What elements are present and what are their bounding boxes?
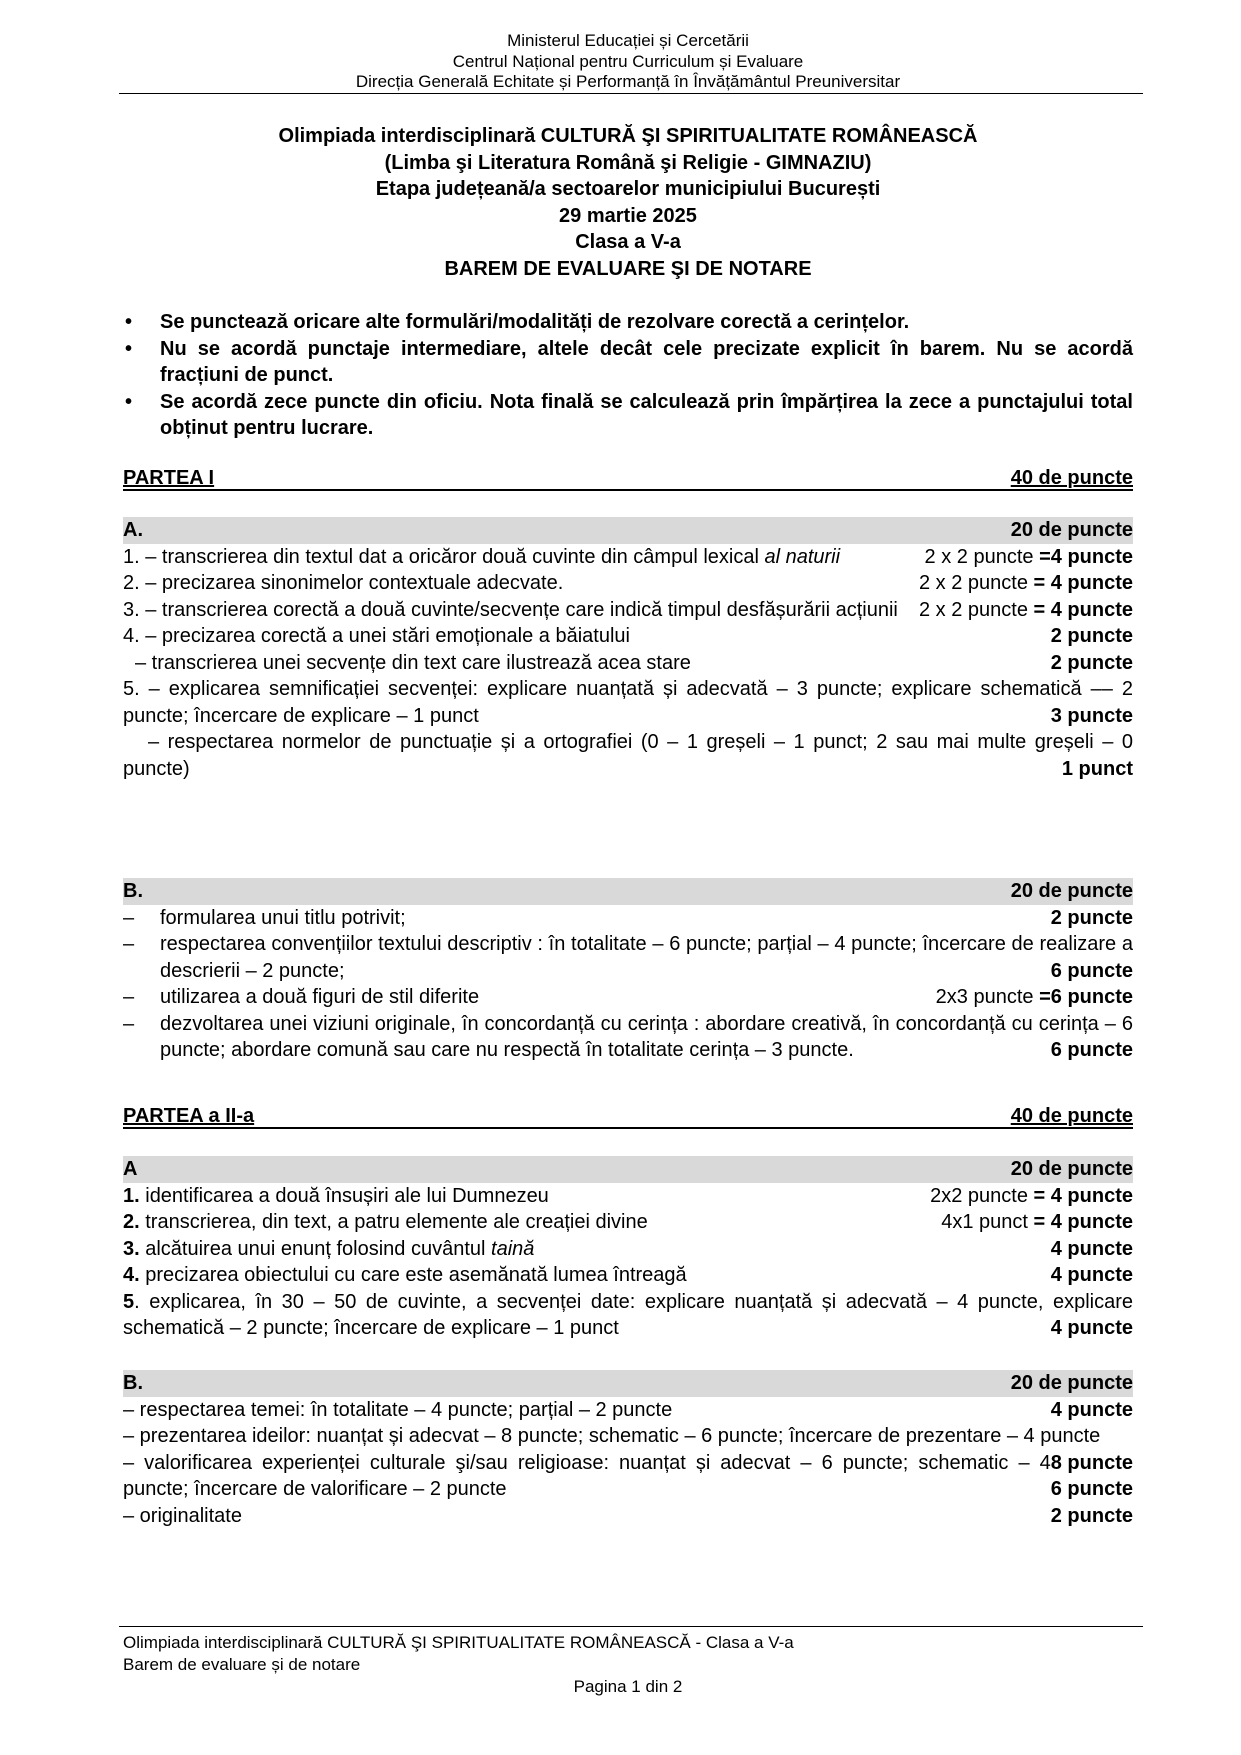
title-line: 29 martie 2025 xyxy=(559,204,697,227)
item-points xyxy=(919,570,1133,597)
rule-item xyxy=(123,389,1133,442)
rule-item xyxy=(123,336,1133,389)
item-points xyxy=(936,984,1133,1011)
points-total: 6 puncte xyxy=(1050,959,1133,982)
points-total: 2 puncte xyxy=(1050,651,1133,674)
scoring-item xyxy=(123,931,1133,984)
section-p2a xyxy=(123,1156,1133,1342)
points-total: = 4 puncte xyxy=(1033,1184,1133,1207)
points-total: =4 puncte xyxy=(1039,545,1133,568)
scoring-item xyxy=(123,1183,1133,1210)
section-label: A xyxy=(123,1158,138,1180)
header-line: Centrul Național pentru Curriculum și Evaluare xyxy=(452,51,804,71)
section-points: 20 de puncte xyxy=(1010,880,1133,902)
bullet-icon: • xyxy=(125,390,133,413)
scoring-item xyxy=(123,1503,1133,1530)
scoring-item xyxy=(123,1450,1133,1503)
item-text: 3. xyxy=(123,1237,140,1260)
item-points xyxy=(1051,623,1133,650)
section-points: 20 de puncte xyxy=(1010,519,1133,541)
part-1-heading xyxy=(123,465,1133,491)
rule-item xyxy=(123,309,1133,336)
header-rule xyxy=(119,93,1143,94)
item-text: identificarea a două însușiri ale lui Dumnezeu xyxy=(139,1184,549,1207)
rule-text: Se acordă zece puncte din oficiu. Nota finală se calculează prin împărțirea la zece a punctajului total obținut pentru lucrare. xyxy=(160,390,1133,439)
title-line: Clasa a V-a xyxy=(575,231,681,253)
section-label: B. xyxy=(123,1372,143,1394)
header-line: Ministerul Educației și Cercetării xyxy=(507,31,749,50)
points-total: = 4 puncte xyxy=(1033,1211,1133,1233)
rule-text: Se punctează oricare alte formulări/modalități de rezolvare corectă a cerințelor. xyxy=(160,311,910,333)
item-points xyxy=(930,1183,1133,1210)
item-text: 1. xyxy=(123,1184,140,1207)
bullet-icon: • xyxy=(125,337,133,360)
item-text: al naturii xyxy=(764,545,841,568)
item-text: – valorificarea experienței culturale şi/sau religioase: nuanțat și adecvat – 6 puncte; schematic – 4 puncte; încercare de valorificare – 2 puncte xyxy=(123,1451,1051,1500)
item-text: – precizarea corectă a unei stări emoționale a băiatului xyxy=(139,625,630,647)
points-total: 4 puncte xyxy=(1050,1264,1133,1286)
footer xyxy=(123,1632,1133,1698)
item-points xyxy=(1051,1476,1133,1503)
section-p1a xyxy=(123,517,1133,782)
section-points: 20 de puncte xyxy=(1010,1158,1133,1180)
footer-line: Barem de evaluare și de notare xyxy=(123,1655,361,1674)
part-2-heading xyxy=(123,1103,1133,1129)
item-text: . explicarea, în 30 – 50 de cuvinte, a secvenței date: explicare nuanțată și adecvată – 4 puncte, explicare schematică – 2 puncte; încercare de explicare – 1 punct xyxy=(123,1290,1133,1339)
points-calculation: 4x1 punct xyxy=(941,1211,1034,1233)
points-calculation: 2 x 2 puncte xyxy=(918,572,1034,594)
section-p2b xyxy=(123,1370,1133,1529)
scoring-item xyxy=(123,623,1133,650)
section-p1b xyxy=(123,878,1133,1064)
item-points xyxy=(925,544,1133,571)
item-text: – transcrierea unei secvențe din text care ilustrează acea stare xyxy=(135,651,691,674)
item-text: utilizarea a două figuri de stil diferite xyxy=(160,986,480,1008)
item-text: – respectarea temei: în totalitate – 4 puncte; parțial – 2 puncte xyxy=(123,1398,673,1421)
scoring-item xyxy=(123,1289,1133,1342)
dash-marker: – xyxy=(123,1012,135,1035)
item-text: 5 xyxy=(123,1290,135,1313)
bullet-icon: • xyxy=(125,311,133,333)
points-total: 6 puncte xyxy=(1050,1039,1133,1061)
section-label: A. xyxy=(123,519,143,541)
item-text: respectarea convențiilor textului descriptiv : în totalitate – 6 puncte; parțial – 4 puncte; încercare de realizare a descrierii – 2 puncte; xyxy=(160,933,1133,982)
title-line: Olimpiada interdisciplinară CULTURĂ ŞI SPIRITUALITATE ROMÂNEASCĂ xyxy=(278,125,978,147)
item-points xyxy=(1051,1262,1133,1289)
scoring-item xyxy=(123,1423,1133,1474)
header-line: Direcția Generală Echitate și Performanță în Învățământul Preuniversitar xyxy=(355,72,901,91)
dash-marker: – xyxy=(123,986,135,1008)
item-points xyxy=(1051,1503,1133,1530)
scoring-item xyxy=(123,676,1133,729)
points-total: 2 puncte xyxy=(1050,906,1133,929)
points-total: 2 puncte xyxy=(1050,625,1133,647)
item-text: 5. – explicarea semnificației secvenței: explicare nuanțată și adecvată – 3 puncte; explicare schematică –– 2 puncte; încercare de explicare – 1 punct xyxy=(123,678,1133,727)
points-total: 4 puncte xyxy=(1050,1237,1133,1260)
part-points: 40 de puncte xyxy=(1010,1105,1133,1127)
points-total: 1 punct xyxy=(1061,757,1133,780)
scoring-item xyxy=(123,1236,1133,1263)
scoring-item xyxy=(123,905,1133,932)
item-points xyxy=(1051,1397,1133,1424)
section-header xyxy=(123,878,1133,905)
section-header xyxy=(123,1156,1133,1183)
points-calculation: 2 x 2 puncte xyxy=(918,598,1034,621)
points-total: =6 puncte xyxy=(1039,986,1133,1008)
footer-rule xyxy=(119,1626,1143,1627)
section-points: 20 de puncte xyxy=(1010,1372,1133,1394)
item-text: – respectarea normelor de punctuație și a ortografiei (0 – 1 greșeli – 1 punct; 2 sau mai multe greșeli – 0 puncte) xyxy=(123,731,1133,780)
section-label: B. xyxy=(123,880,143,902)
dash-marker: – xyxy=(123,933,135,955)
section-header xyxy=(123,1370,1133,1397)
points-total: 3 puncte xyxy=(1050,704,1133,727)
section-header xyxy=(123,517,1133,544)
item-points xyxy=(941,1209,1133,1236)
points-total: 6 puncte xyxy=(1050,1478,1133,1500)
scoring-item xyxy=(123,1262,1133,1289)
points-total: 4 puncte xyxy=(1050,1398,1133,1421)
scoring-item xyxy=(123,729,1133,782)
scoring-item xyxy=(123,544,1133,571)
institution-header xyxy=(123,31,1133,93)
item-points xyxy=(919,597,1133,624)
general-rules-list xyxy=(123,309,1133,442)
title-line: BAREM DE EVALUARE ŞI DE NOTARE xyxy=(444,257,812,280)
points-total: 4 puncte xyxy=(1050,1317,1133,1339)
item-points xyxy=(1051,958,1133,985)
scoring-item xyxy=(123,597,1133,624)
item-points xyxy=(1051,703,1133,730)
item-text: transcrierea, din text, a patru elemente ale creației divine xyxy=(139,1211,648,1233)
item-text: 1. – transcrierea din textul dat a oricăror două cuvinte din câmpul lexical xyxy=(123,545,765,568)
item-text: 2. xyxy=(123,1211,140,1233)
scoring-item xyxy=(123,650,1133,677)
dash-marker: – xyxy=(123,906,135,929)
scoring-item xyxy=(123,1011,1133,1064)
item-text: – prezentarea ideilor: nuanțat și adecvat – 8 puncte; schematic – 6 puncte; încercare de prezentare – 4 puncte xyxy=(123,1425,1101,1447)
item-text: formularea unui titlu potrivit; xyxy=(160,906,406,929)
part-points: 40 de puncte xyxy=(1010,467,1133,489)
points-total: = 4 puncte xyxy=(1033,572,1133,594)
item-points xyxy=(1062,756,1133,783)
points-total: = 4 puncte xyxy=(1033,598,1133,621)
item-text: 3. – transcrierea corectă a două cuvinte/secvențe care indică timpul desfășurării acțiunii xyxy=(123,598,898,621)
points-calculation: 2x3 puncte xyxy=(935,986,1040,1008)
points-calculation: 2x2 puncte xyxy=(930,1184,1034,1207)
item-text: 2. – precizarea sinonimelor contextuale adecvate. xyxy=(123,572,564,594)
item-text: dezvoltarea unei viziuni originale, în concordanță cu cerința : abordare creativă, în concordanță cu cerința – 6 puncte; abordare comună sau care nu respectă în totalitate cerința – 3 puncte. xyxy=(160,1012,1133,1061)
points-total: 8 puncte xyxy=(1050,1451,1133,1474)
part-label: PARTEA a II-a xyxy=(123,1105,255,1127)
page-number: Pagina 1 din 2 xyxy=(573,1677,683,1696)
rule-text: Nu se acordă punctaje intermediare, altele decât cele precizate explicit în barem. Nu se acordă fracțiuni de punct. xyxy=(160,337,1133,386)
scoring-item xyxy=(123,1397,1133,1424)
title-line: Etapa județeană/a sectoarelor municipiului București xyxy=(375,178,881,200)
item-text: alcătuirea unui enunț folosind cuvântul xyxy=(139,1237,492,1260)
points-total: 2 puncte xyxy=(1050,1504,1133,1527)
points-calculation: 2 x 2 puncte xyxy=(924,545,1040,568)
scoring-item xyxy=(123,1209,1133,1236)
item-points xyxy=(1051,1315,1133,1342)
scoring-item xyxy=(123,984,1133,1011)
item-text: 4. xyxy=(123,1264,140,1286)
scoring-item xyxy=(123,570,1133,597)
item-text: taină xyxy=(491,1237,535,1260)
item-text: – originalitate xyxy=(123,1504,242,1527)
footer-line: Olimpiada interdisciplinară CULTURĂ ŞI SPIRITUALITATE ROMÂNEASCĂ - Clasa a V-a xyxy=(123,1633,794,1652)
item-points xyxy=(1051,650,1133,677)
item-text: 4. xyxy=(123,625,140,647)
part-label: PARTEA I xyxy=(123,467,215,489)
document-title xyxy=(123,123,1133,282)
item-text: precizarea obiectului cu care este asemănată lumea întreagă xyxy=(139,1264,687,1286)
title-line: (Limba şi Literatura Română şi Religie - GIMNAZIU) xyxy=(384,151,872,174)
item-points xyxy=(1051,1037,1133,1064)
item-points xyxy=(1051,1236,1133,1263)
item-points xyxy=(1051,905,1133,932)
